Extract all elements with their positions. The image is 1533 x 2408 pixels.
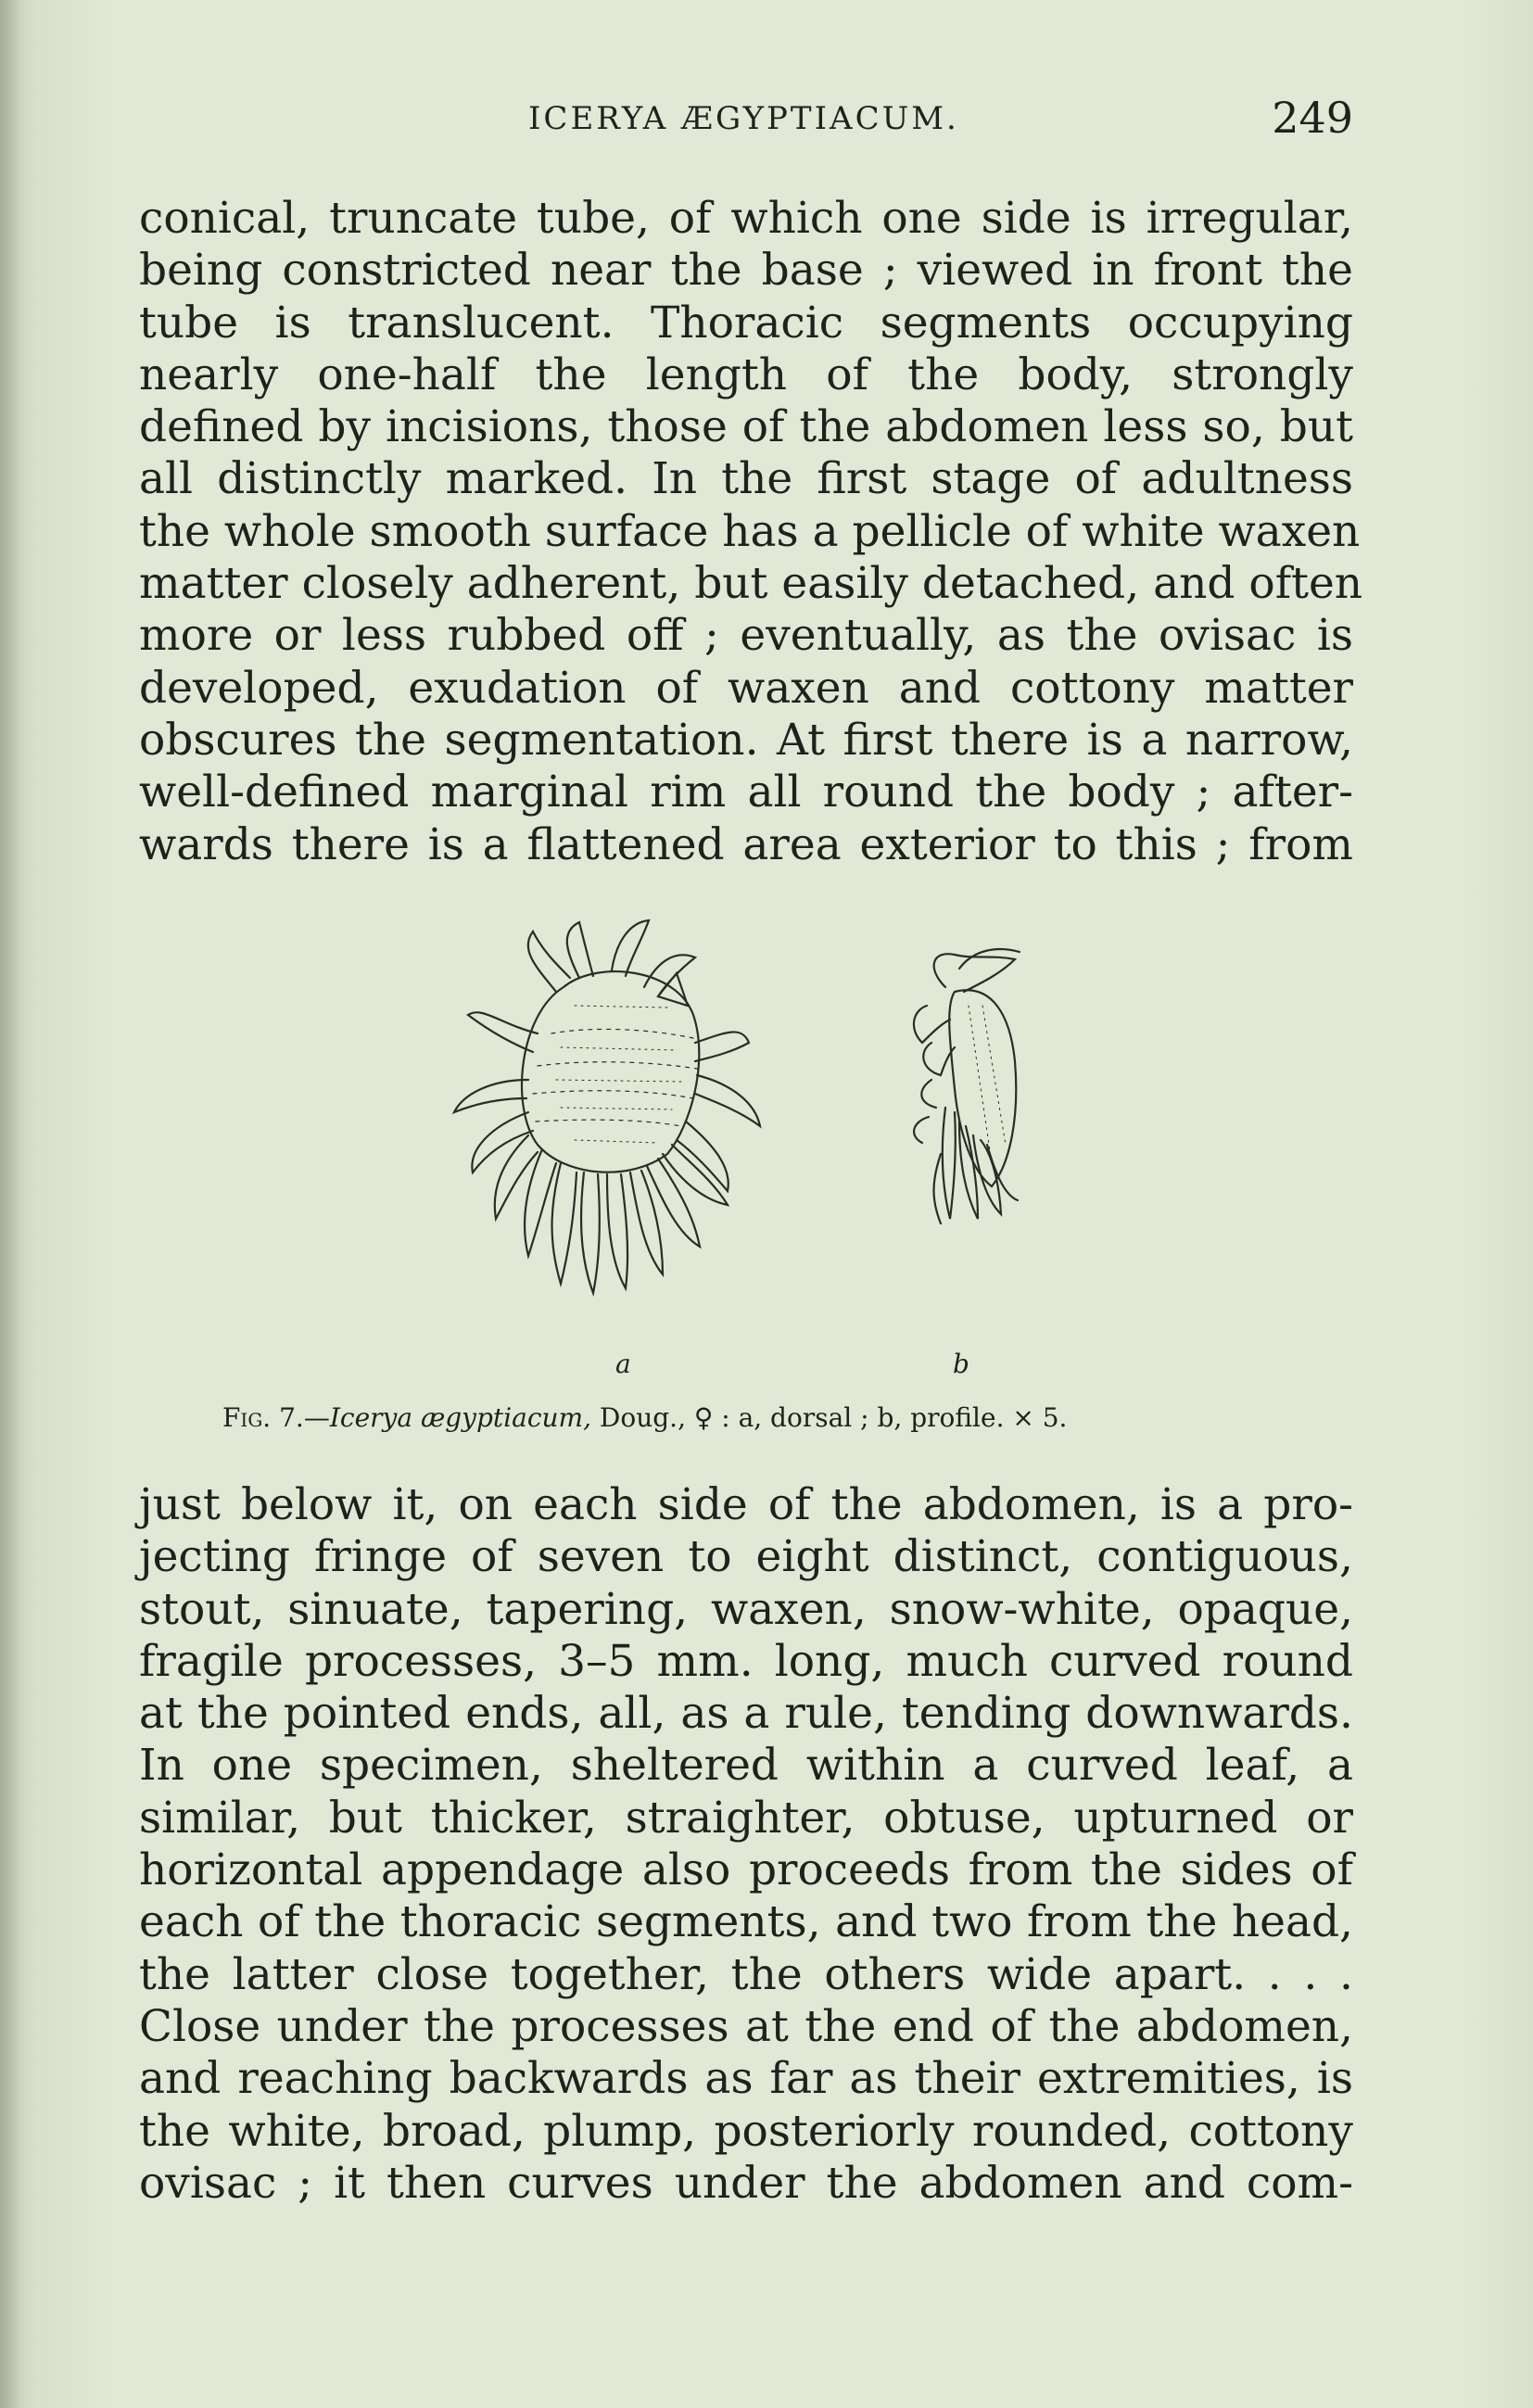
text-line: horizontal appendage also proceeds from the sides of <box>139 1844 1353 1896</box>
running-title: ICERYA ÆGYPTIACUM. <box>528 100 959 137</box>
paragraph-bottom <box>139 1479 1353 2210</box>
text-line: more or less rubbed off ; eventually, as the ovisac is <box>139 610 1353 662</box>
caption-species-name: Icerya ægyptiacum, <box>329 1402 591 1433</box>
insect-drawings <box>399 904 1159 1349</box>
figure-label-b: b <box>953 1349 969 1379</box>
caption-description: Doug., ♀ : a, dorsal ; b, profile. × 5. <box>591 1402 1068 1433</box>
text-line: conical, truncate tube, of which one side is irregular, <box>139 193 1353 244</box>
dorsal-view-drawing <box>454 920 760 1293</box>
text-line: Close under the processes at the end of the abdomen, <box>139 2000 1353 2052</box>
paragraph-top <box>139 193 1363 871</box>
page-number: 249 <box>1272 93 1353 143</box>
figure-caption <box>222 1402 1270 1433</box>
text-line: In one specimen, sheltered within a curved leaf, a <box>139 1740 1353 1792</box>
text-line: developed, exudation of waxen and cottony matter <box>139 662 1353 714</box>
running-head <box>139 93 1353 148</box>
text-line: defined by incisions, those of the abdomen less so, but <box>139 401 1353 453</box>
text-line: wards there is a flattened area exterior to this ; from <box>139 818 1353 870</box>
text-line: each of the thoracic segments, and two from the head, <box>139 1896 1353 1948</box>
figure-label-a: a <box>615 1349 631 1379</box>
text-line: tube is translucent. Thoracic segments occupying <box>139 297 1353 349</box>
text-line: well-defined marginal rim all round the body ; after- <box>139 767 1353 818</box>
figure-7-illustration <box>399 904 1159 1349</box>
text-line: all distinctly marked. In the first stage of adultness <box>139 453 1353 505</box>
text-line: and reaching backwards as far as their extremities, is <box>139 2053 1353 2105</box>
text-line: matter closely adherent, but easily detached, and often <box>139 558 1363 610</box>
text-line: just below it, on each side of the abdomen, is a pro- <box>139 1479 1353 1530</box>
text-line: the white, broad, plump, posteriorly rounded, cottony <box>139 2105 1353 2157</box>
text-line: the latter close together, the others wide apart. . . . <box>139 1948 1353 2000</box>
gutter-shadow <box>0 0 20 2408</box>
caption-figure-number: Fig. 7.— <box>222 1402 330 1433</box>
text-line: similar, but thicker, straighter, obtuse, upturned or <box>139 1792 1353 1844</box>
text-line: fragile processes, 3–5 mm. long, much curved round <box>139 1635 1353 1687</box>
profile-view-drawing <box>914 949 1020 1223</box>
text-line: jecting fringe of seven to eight distinct, contiguous, <box>139 1531 1353 1583</box>
text-line: obscures the segmentation. At first there is a narrow, <box>139 714 1353 766</box>
text-line: ovisac ; it then curves under the abdomen and com- <box>139 2157 1353 2209</box>
text-line: being constricted near the base ; viewed in front the <box>139 245 1353 297</box>
text-line: at the pointed ends, all, as a rule, tending downwards. <box>139 1688 1353 1740</box>
text-line: nearly one-half the length of the body, strongly <box>139 349 1353 400</box>
text-line: stout, sinuate, tapering, waxen, snow-white, opaque, <box>139 1583 1353 1635</box>
text-line: the whole smooth surface has a pellicle of white waxen <box>139 505 1361 557</box>
